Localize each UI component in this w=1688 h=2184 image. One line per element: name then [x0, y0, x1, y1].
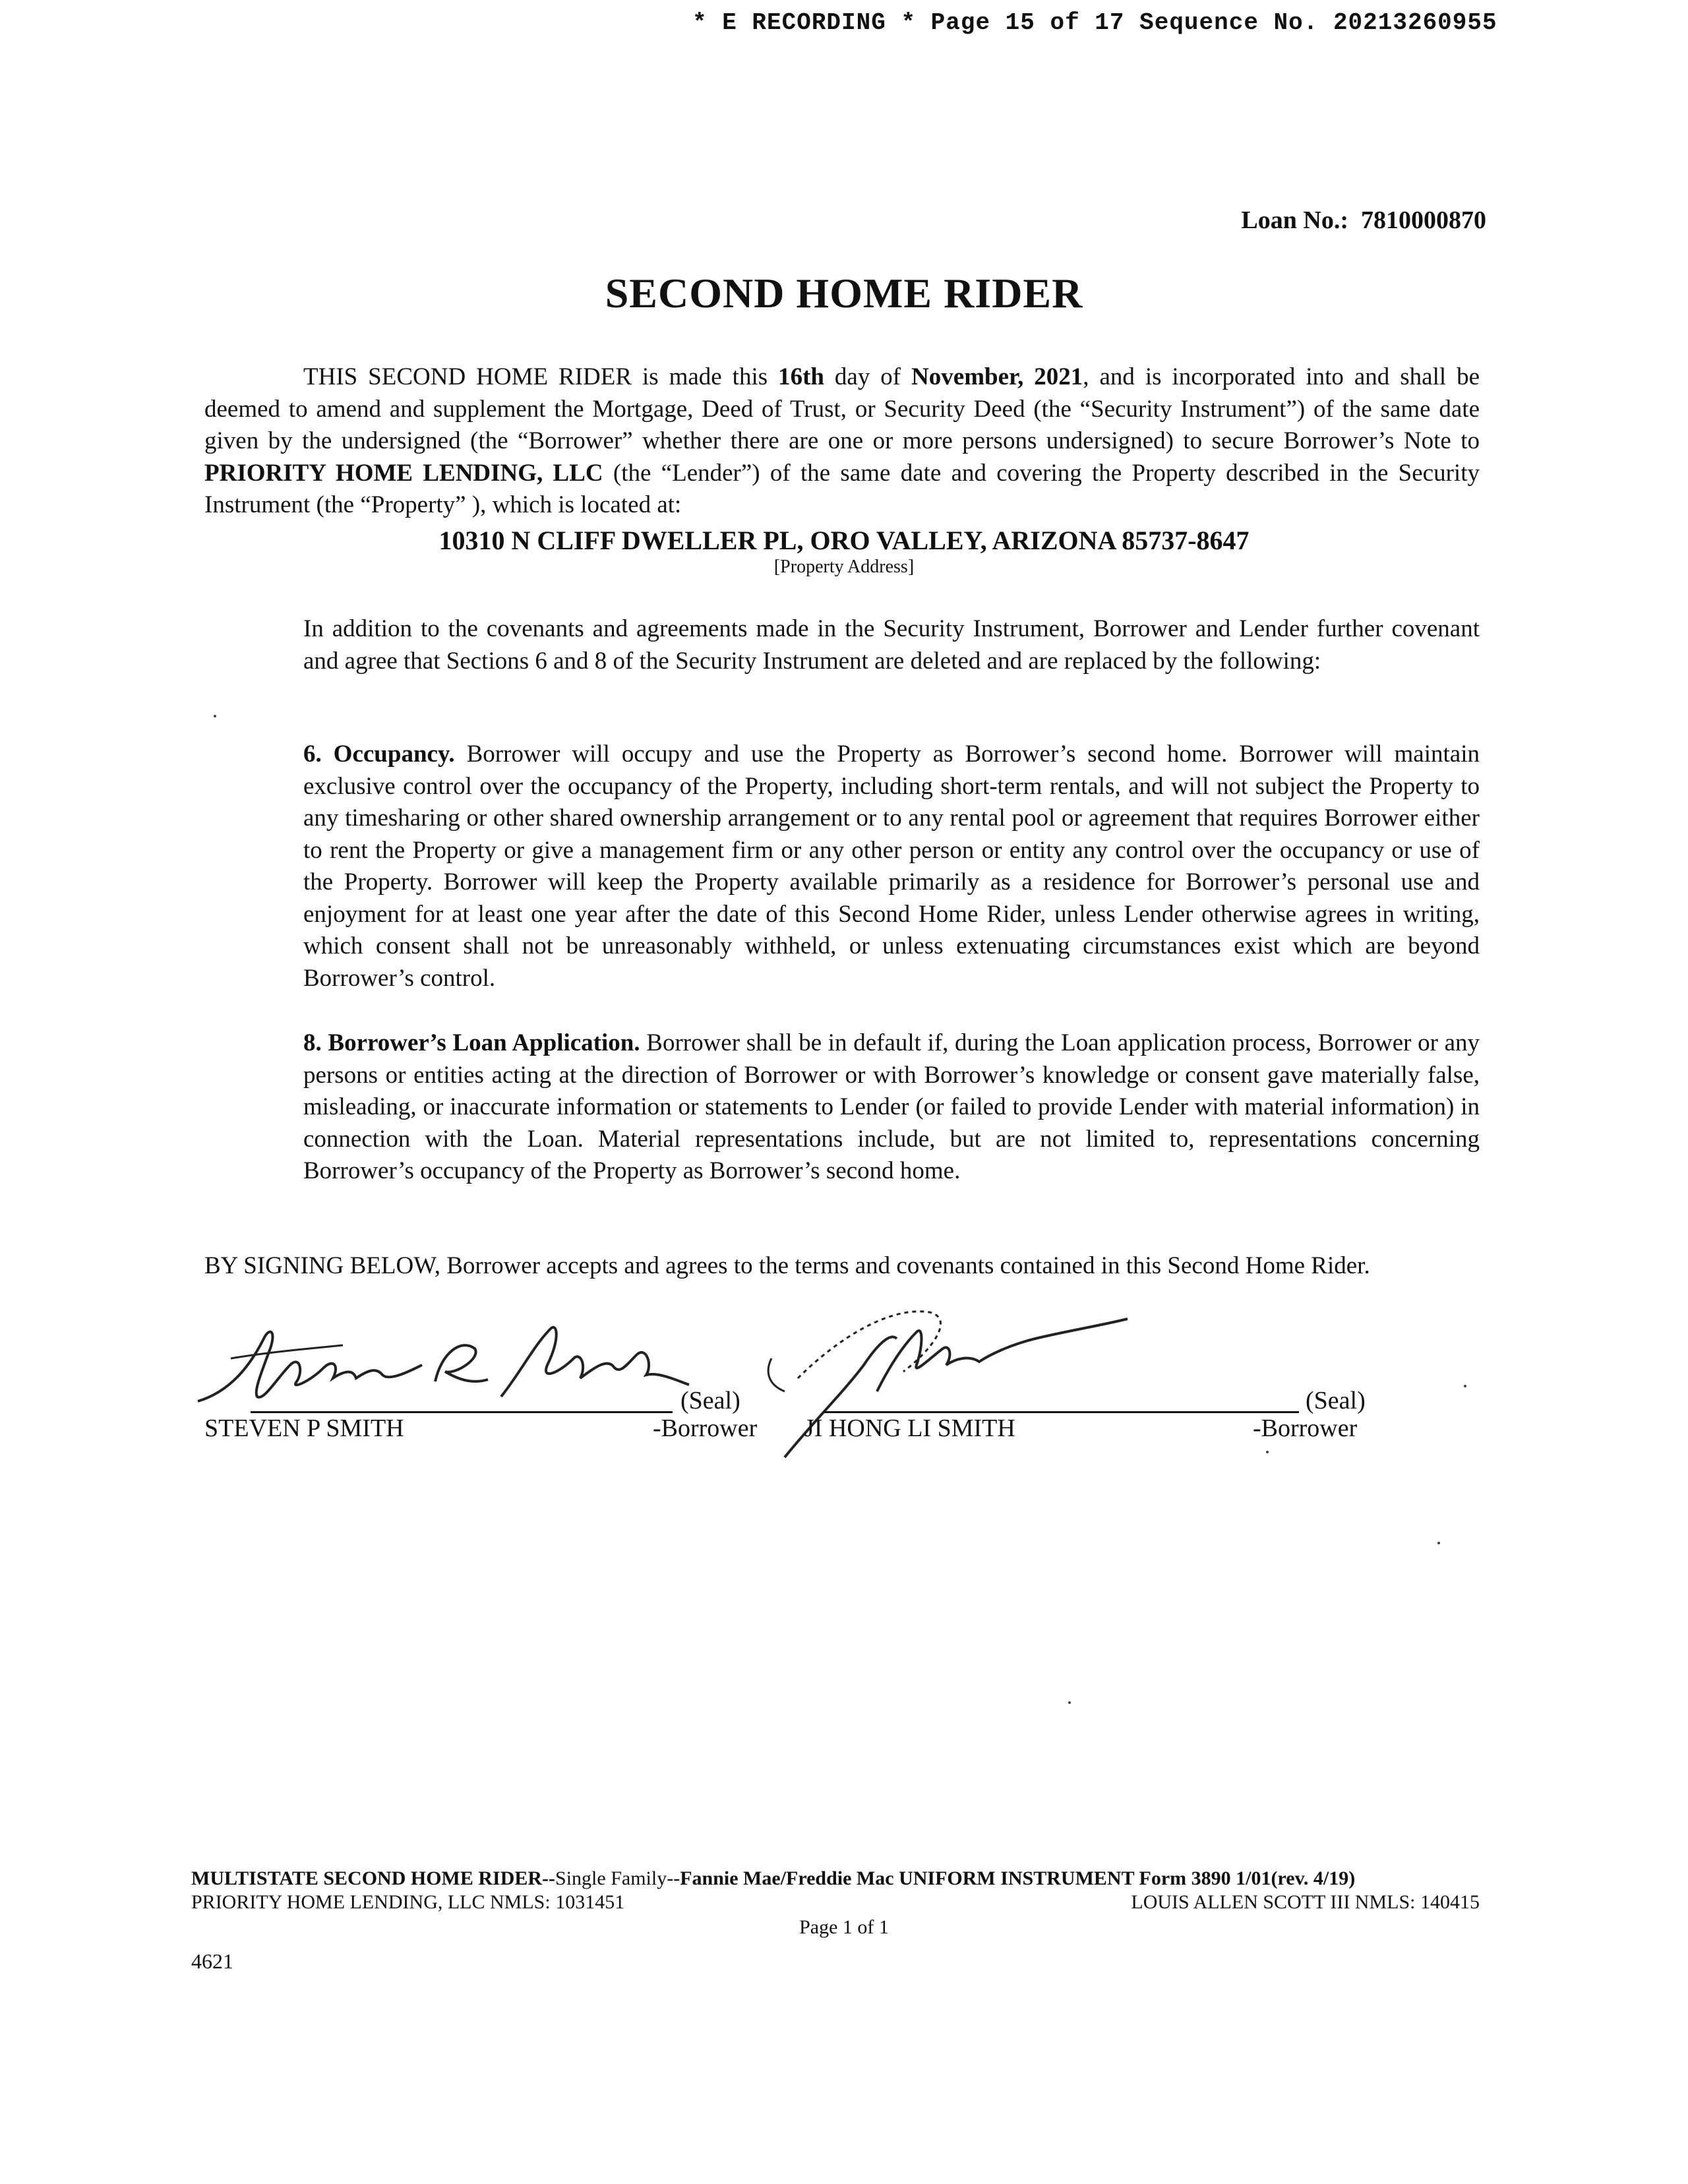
- borrower-name-2: JI HONG LI SMITH: [804, 1414, 1015, 1442]
- intro-month-year: November, 2021: [911, 363, 1083, 390]
- section-6-heading: 6. Occupancy.: [303, 741, 455, 768]
- intro-text-3: , and is incorporated into and shall be deemed to amend and supplement the Mortgage, Deed of Trust, or Security Deed (the “Security Instrument”) of the same date given by the undersigned (the “Borrower” whether there are one or more persons undersigned) to secure Borrower’s Note to: [204, 363, 1480, 454]
- intro-text-4: (the “Lender”) of the same date and covering the Property described in the Security Instrument (the “Property” ), which is located at:: [204, 459, 1480, 518]
- recording-header: * E RECORDING * Page 15 of 17 Sequence No. 20213260955: [692, 9, 1497, 36]
- intro-lender: PRIORITY HOME LENDING, LLC: [204, 459, 603, 487]
- form-title: [191, 1867, 1480, 1890]
- footer-nmls-row: [191, 1891, 1480, 1914]
- scan-speck: [1068, 1701, 1071, 1704]
- intro-day: 16th: [778, 363, 824, 390]
- signature-line-1: [251, 1411, 673, 1413]
- intro-text-2: day of: [824, 363, 912, 390]
- document-title: SECOND HOME RIDER: [605, 270, 1083, 317]
- property-address-label: [Property Address]: [773, 557, 915, 577]
- signing-statement: BY SIGNING BELOW, Borrower accepts and agrees to the terms and covenants contained in this Second Home Rider.: [204, 1252, 1370, 1279]
- section-8-text: Borrower shall be in default if, during the Loan application process, Borrower or any persons or entities acting at the direction of Borrower or with Borrower’s knowledge or consent gave materially false, misleading, or inaccurate information or statements to Lender (or failed to provide Lender with material information) in connection with the Loan. Material representations include, but are not limited to, representations concerning Borrower’s occupancy of the Property as Borrower’s second home.: [303, 1029, 1480, 1184]
- covenants-intro: In addition to the covenants and agreements made in the Security Instrument, Borrower and Lender further covenant and agree that Sections 6 and 8 of the Security Instrument are deleted and are replaced by the following:: [303, 615, 1480, 675]
- lender-nmls: PRIORITY HOME LENDING, LLC NMLS: 1031451: [191, 1891, 625, 1913]
- signature-block-borrower-1: [185, 1319, 778, 1451]
- borrower-role-2: -Borrower: [1253, 1414, 1358, 1442]
- officer-nmls: LOUIS ALLEN SCOTT III NMLS: 140415: [1131, 1891, 1480, 1913]
- form-title-mid: Single Family--: [555, 1867, 680, 1889]
- section-6-text: Borrower will occupy and use the Property as Borrower’s second home. Borrower will maintain exclusive control over the occupancy of the Property, including short-term rentals, and will not subject the Property to any timesharing or other shared ownership arrangement or to any rental pool or agreement that requires Borrower either to rent the Property or give a management firm or any other person or entity any control over the occupancy or use of the Property. Borrower will keep the Property available primarily as a residence for Borrower’s personal use and enjoyment for at least one year after the date of this Second Home Rider, unless Lender otherwise agrees in writing, which consent shall not be unreasonably withheld, or unless extenuating circumstances exist which are beyond Borrower’s control.: [303, 741, 1480, 992]
- loan-value: 7810000870: [1361, 206, 1486, 234]
- scan-speck: [214, 715, 216, 717]
- signature-block-borrower-2: [758, 1292, 1385, 1464]
- form-title-bold: MULTISTATE SECOND HOME RIDER--: [191, 1867, 556, 1889]
- seal-label-1: (Seal): [680, 1387, 740, 1414]
- form-title-rest: Fannie Mae/Freddie Mac UNIFORM INSTRUMENT Form 3890 1/01(rev. 4/19): [680, 1867, 1356, 1889]
- loan-number: [1241, 206, 1486, 235]
- intro-text-1: THIS SECOND HOME RIDER is made this: [303, 363, 779, 390]
- borrower-role-1: -Borrower: [653, 1414, 758, 1442]
- scan-speck: [1266, 1451, 1269, 1453]
- intro-paragraph: [204, 361, 1480, 522]
- page-number: Page 1 of 1: [799, 1916, 889, 1938]
- document-code: 4621: [191, 1949, 233, 1973]
- property-address: 10310 N CLIFF DWELLER PL, ORO VALLEY, ARIZONA 85737-8647: [438, 526, 1250, 555]
- scan-speck: [1437, 1542, 1440, 1544]
- section-6-occupancy: [303, 739, 1480, 994]
- scan-speck: [1464, 1385, 1466, 1387]
- borrower-name-1: STEVEN P SMITH: [204, 1414, 404, 1442]
- section-8-heading: 8. Borrower’s Loan Application.: [303, 1029, 640, 1056]
- seal-label-2: (Seal): [1306, 1387, 1366, 1414]
- loan-label: Loan No.:: [1241, 206, 1348, 234]
- signature-line-2: [824, 1411, 1299, 1413]
- section-8-loan-application: [303, 1027, 1480, 1188]
- signature-steven-p-smith: [191, 1319, 692, 1411]
